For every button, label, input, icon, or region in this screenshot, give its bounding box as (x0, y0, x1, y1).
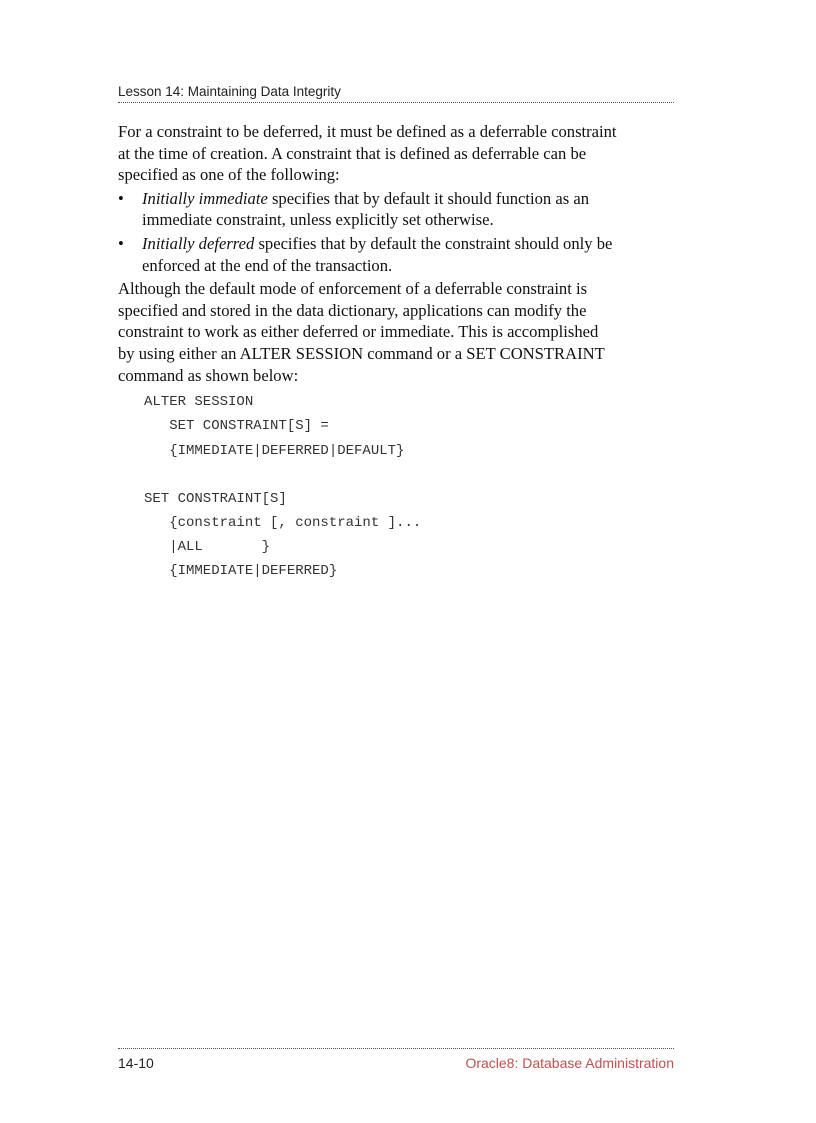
explanation-paragraph: Although the default mode of enforcement of a deferrable constraint is specified and stored in the data dictionary, applications can modify the constraint to work as either deferred or immediate. This is accomplished by using either an ALTER SESSION command or a SET CONSTRAINT command as shown below: (118, 279, 605, 385)
bullet-icon: • (118, 233, 124, 253)
list-item-text: specifies that by default the constraint should only be enforced at the end of the transaction. (142, 233, 613, 275)
term-initially-immediate: Initially immediate (142, 188, 268, 208)
lesson-title: Lesson 14: Maintaining Data Integrity (118, 84, 341, 99)
bullet-icon: • (118, 188, 124, 208)
page-content (118, 121, 618, 584)
page-header (118, 84, 674, 103)
page-number: 14-10 (118, 1055, 154, 1071)
code-line: |ALL } (144, 539, 271, 556)
book-title: Oracle8: Database Administration (465, 1055, 674, 1071)
code-line: SET CONSTRAINT[S] = (144, 418, 329, 435)
term-initially-deferred: Initially deferred (142, 233, 255, 253)
page-footer (118, 1046, 674, 1071)
list-item-text: specifies that by default it should function as an immediate constraint, unless explicitly set otherwise. (142, 188, 590, 230)
footer-rule (118, 1048, 674, 1049)
list-item (118, 188, 618, 231)
syntax-code-block (144, 390, 618, 584)
code-line: {constraint [, constraint ]... (144, 515, 422, 532)
code-line: ALTER SESSION (144, 394, 254, 411)
code-line: {IMMEDIATE|DEFERRED|DEFAULT} (144, 442, 405, 459)
header-rule (118, 102, 674, 103)
intro-paragraph: For a constraint to be deferred, it must be defined as a deferrable constraint at the time of creation. A constraint that is defined as deferrable can be specified as one of the following: (118, 122, 617, 185)
code-line-blank (144, 463, 618, 487)
constraint-mode-list (118, 188, 618, 276)
list-item (118, 233, 618, 276)
code-line: {IMMEDIATE|DEFERRED} (144, 563, 338, 580)
code-line: SET CONSTRAINT[S] (144, 490, 287, 507)
footer-row (118, 1055, 674, 1071)
